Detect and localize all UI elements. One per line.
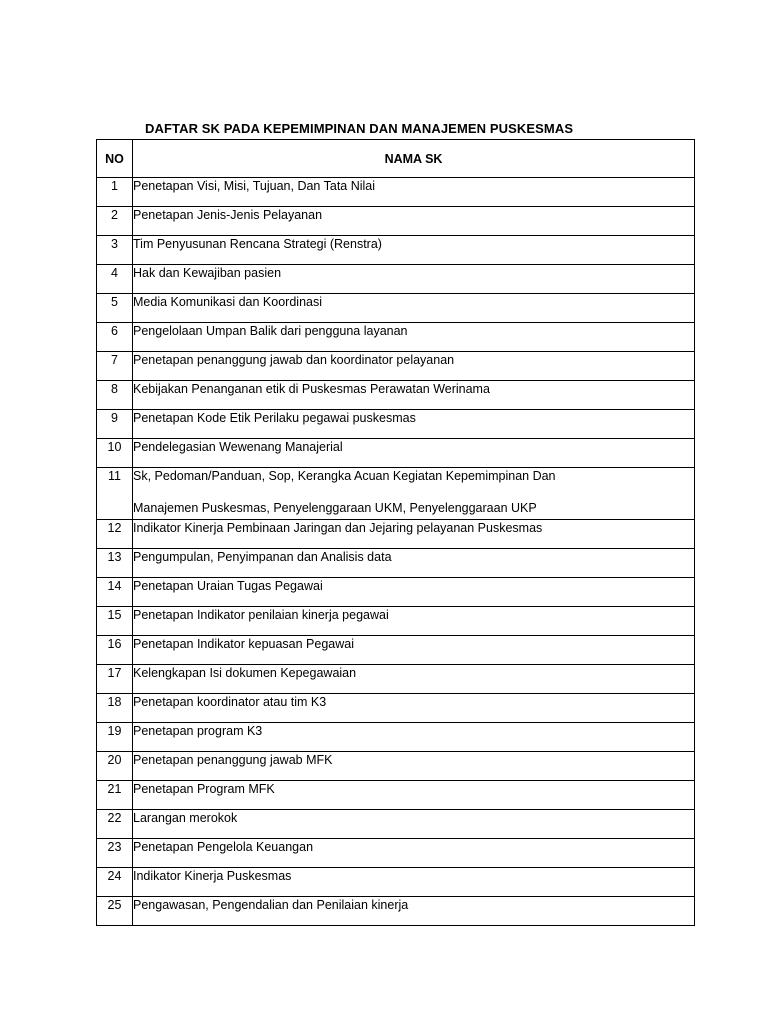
row-name: Hak dan Kewajiban pasien bbox=[133, 265, 695, 294]
row-name: Indikator Kinerja Pembinaan Jaringan dan Jejaring pelayanan Puskesmas bbox=[133, 520, 695, 549]
row-name: Pengumpulan, Penyimpanan dan Analisis data bbox=[133, 549, 695, 578]
row-name: Kebijakan Penanganan etik di Puskesmas Perawatan Werinama bbox=[133, 381, 695, 410]
table-row bbox=[97, 549, 695, 578]
row-name: Penetapan Uraian Tugas Pegawai bbox=[133, 578, 695, 607]
table-row bbox=[97, 468, 695, 520]
row-name: Penetapan Program MFK bbox=[133, 781, 695, 810]
row-number: 16 bbox=[97, 636, 133, 665]
table-row bbox=[97, 723, 695, 752]
row-number: 13 bbox=[97, 549, 133, 578]
table-row bbox=[97, 752, 695, 781]
row-name: Pengelolaan Umpan Balik dari pengguna layanan bbox=[133, 323, 695, 352]
table-row bbox=[97, 439, 695, 468]
row-number: 21 bbox=[97, 781, 133, 810]
row-number: 9 bbox=[97, 410, 133, 439]
row-name-line-2: Manajemen Puskesmas, Penyelenggaraan UKM, Penyelenggaraan UKP bbox=[133, 501, 537, 515]
row-number: 2 bbox=[97, 207, 133, 236]
table-row bbox=[97, 265, 695, 294]
table-header-row bbox=[97, 140, 695, 178]
table-row bbox=[97, 868, 695, 897]
row-name: Media Komunikasi dan Koordinasi bbox=[133, 294, 695, 323]
table-row bbox=[97, 665, 695, 694]
row-number: 25 bbox=[97, 897, 133, 926]
row-number: 20 bbox=[97, 752, 133, 781]
row-name: Penetapan Jenis-Jenis Pelayanan bbox=[133, 207, 695, 236]
row-name: Penetapan koordinator atau tim K3 bbox=[133, 694, 695, 723]
header-name: NAMA SK bbox=[133, 140, 695, 178]
row-number: 1 bbox=[97, 178, 133, 207]
row-name: Tim Penyusunan Rencana Strategi (Renstra) bbox=[133, 236, 695, 265]
row-name: Indikator Kinerja Puskesmas bbox=[133, 868, 695, 897]
row-number: 14 bbox=[97, 578, 133, 607]
document-title: DAFTAR SK PADA KEPEMIMPINAN DAN MANAJEMEN PUSKESMAS bbox=[145, 121, 574, 136]
row-name: Penetapan Visi, Misi, Tujuan, Dan Tata Nilai bbox=[133, 178, 695, 207]
table-row bbox=[97, 207, 695, 236]
table-row bbox=[97, 781, 695, 810]
row-number: 7 bbox=[97, 352, 133, 381]
table-row bbox=[97, 839, 695, 868]
row-name: Penetapan Indikator penilaian kinerja pegawai bbox=[133, 607, 695, 636]
row-number: 8 bbox=[97, 381, 133, 410]
table-row bbox=[97, 578, 695, 607]
table-row bbox=[97, 607, 695, 636]
row-name: Larangan merokok bbox=[133, 810, 695, 839]
row-name: Penetapan penanggung jawab dan koordinator pelayanan bbox=[133, 352, 695, 381]
table-row bbox=[97, 352, 695, 381]
row-number: 15 bbox=[97, 607, 133, 636]
row-number: 4 bbox=[97, 265, 133, 294]
row-number: 18 bbox=[97, 694, 133, 723]
table-row bbox=[97, 410, 695, 439]
row-number: 17 bbox=[97, 665, 133, 694]
table-row bbox=[97, 381, 695, 410]
row-name: Pengawasan, Pengendalian dan Penilaian kinerja bbox=[133, 897, 695, 926]
row-name: Penetapan Indikator kepuasan Pegawai bbox=[133, 636, 695, 665]
table-body bbox=[97, 178, 695, 926]
row-number: 5 bbox=[97, 294, 133, 323]
row-name: Penetapan Kode Etik Perilaku pegawai puskesmas bbox=[133, 410, 695, 439]
table-row bbox=[97, 897, 695, 926]
table-row bbox=[97, 294, 695, 323]
header-no: NO bbox=[97, 140, 133, 178]
row-number: 22 bbox=[97, 810, 133, 839]
row-name bbox=[133, 468, 695, 520]
row-name: Penetapan penanggung jawab MFK bbox=[133, 752, 695, 781]
row-number: 10 bbox=[97, 439, 133, 468]
row-name: Penetapan program K3 bbox=[133, 723, 695, 752]
row-number: 24 bbox=[97, 868, 133, 897]
row-number: 12 bbox=[97, 520, 133, 549]
table-row bbox=[97, 694, 695, 723]
table-row bbox=[97, 810, 695, 839]
row-number: 6 bbox=[97, 323, 133, 352]
sk-table bbox=[96, 139, 695, 926]
row-name: Pendelegasian Wewenang Manajerial bbox=[133, 439, 695, 468]
row-number: 23 bbox=[97, 839, 133, 868]
row-number: 19 bbox=[97, 723, 133, 752]
table-row bbox=[97, 520, 695, 549]
row-name: Kelengkapan Isi dokumen Kepegawaian bbox=[133, 665, 695, 694]
row-number: 11 bbox=[97, 468, 133, 520]
row-name-line-1: Sk, Pedoman/Panduan, Sop, Kerangka Acuan Kegiatan Kepemimpinan Dan bbox=[133, 469, 556, 483]
row-number: 3 bbox=[97, 236, 133, 265]
row-name: Penetapan Pengelola Keuangan bbox=[133, 839, 695, 868]
table-row bbox=[97, 636, 695, 665]
table-row bbox=[97, 178, 695, 207]
table-row bbox=[97, 323, 695, 352]
table-row bbox=[97, 236, 695, 265]
